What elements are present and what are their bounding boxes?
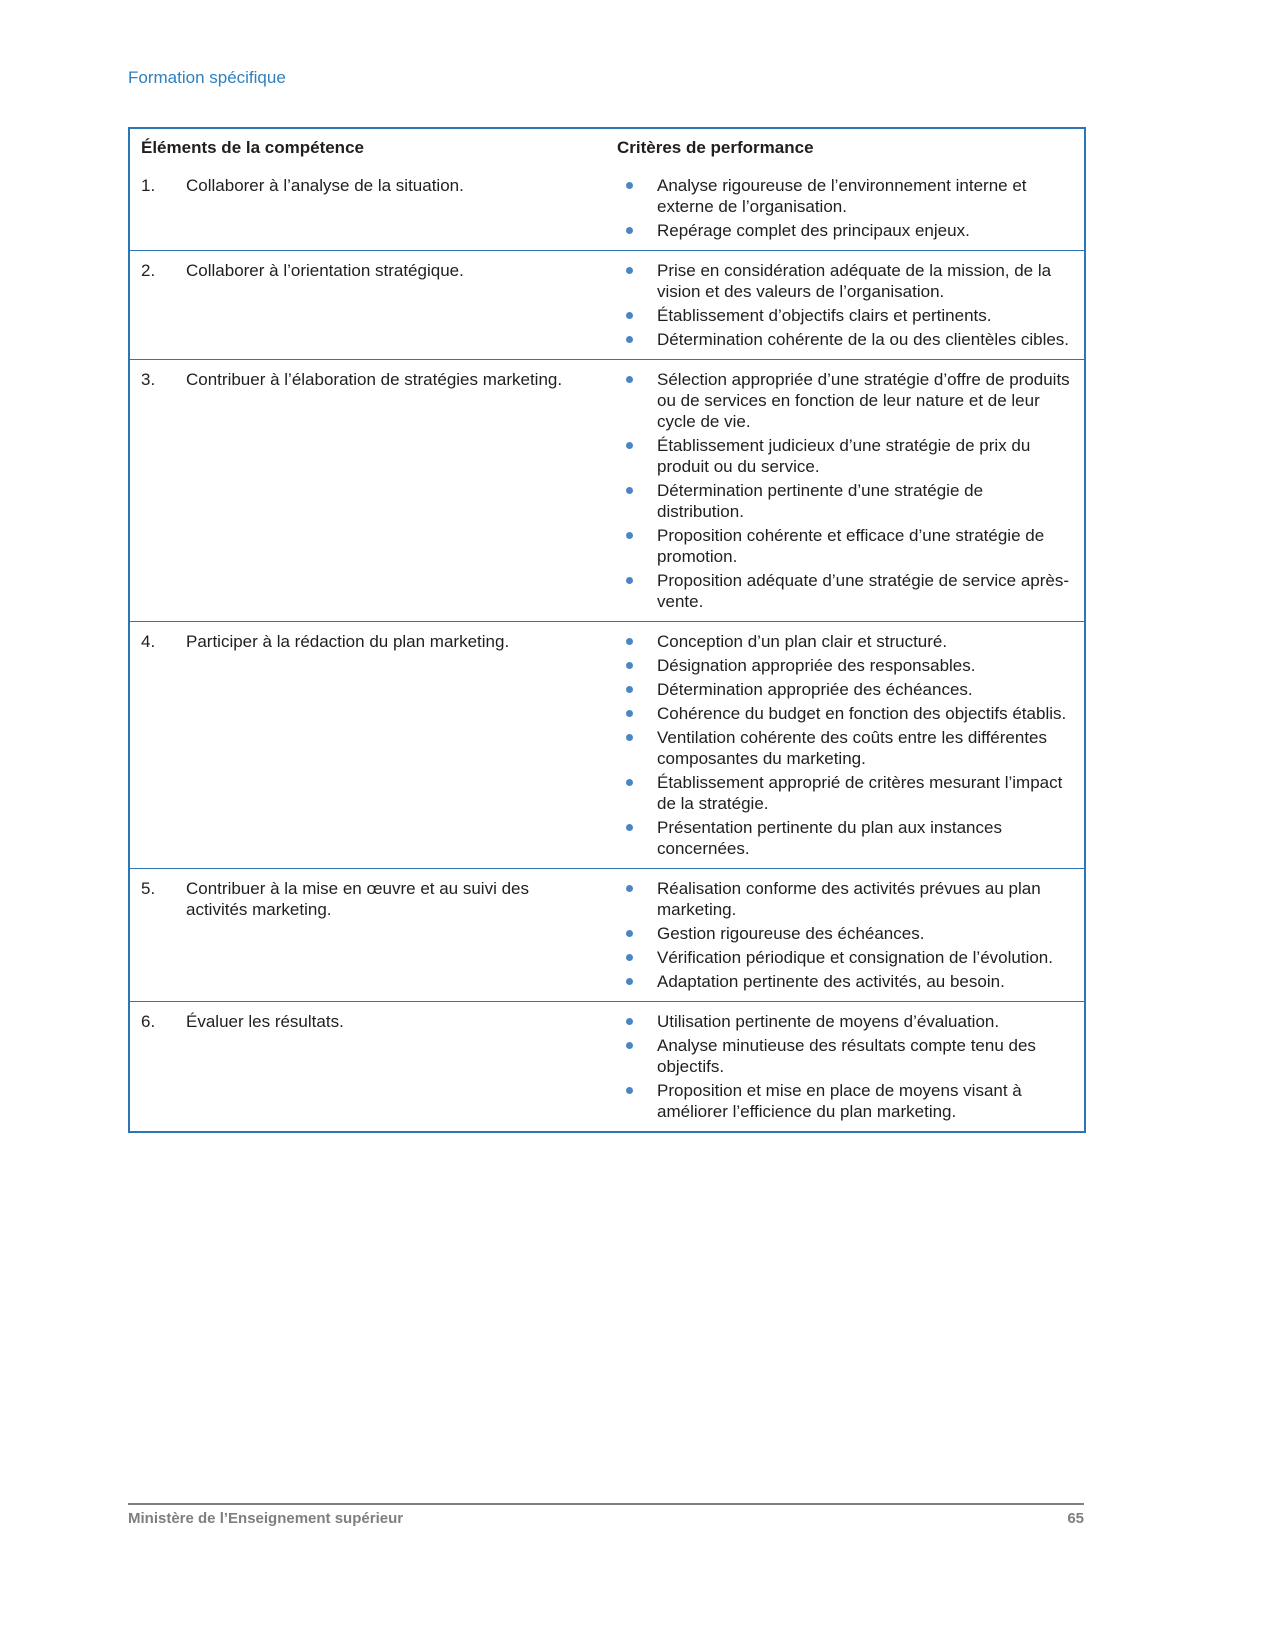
criteria-cell bbox=[613, 251, 1085, 360]
table-row bbox=[129, 622, 1085, 869]
element-cell bbox=[129, 622, 613, 869]
criteria-cell bbox=[613, 1002, 1085, 1133]
element-number: 4. bbox=[141, 632, 156, 651]
criteria-cell bbox=[613, 360, 1085, 622]
element-cell bbox=[129, 869, 613, 1002]
footer-page-number: 65 bbox=[1067, 1510, 1084, 1527]
criteria-list bbox=[613, 631, 1074, 859]
element-text: Contribuer à la mise en œuvre et au suivi des activités marketing. bbox=[186, 879, 529, 919]
element-text: Évaluer les résultats. bbox=[186, 1012, 344, 1031]
criterion-item: Détermination cohérente de la ou des clientèles cibles. bbox=[613, 329, 1074, 350]
criterion-item: Réalisation conforme des activités prévues au plan marketing. bbox=[613, 878, 1074, 920]
criterion-item: Adaptation pertinente des activités, au besoin. bbox=[613, 971, 1074, 992]
element-row-inner bbox=[141, 878, 595, 920]
criteria-cell bbox=[613, 869, 1085, 1002]
element-row-inner bbox=[141, 631, 595, 652]
running-header: Formation spécifique bbox=[128, 68, 286, 87]
criterion-item: Proposition adéquate d’une stratégie de service après-vente. bbox=[613, 570, 1074, 612]
criterion-item: Gestion rigoureuse des échéances. bbox=[613, 923, 1074, 944]
table-header-row bbox=[129, 128, 1085, 166]
criterion-item: Vérification périodique et consignation de l’évolution. bbox=[613, 947, 1074, 968]
table-row bbox=[129, 1002, 1085, 1133]
criteria-cell bbox=[613, 622, 1085, 869]
element-row-inner bbox=[141, 1011, 595, 1032]
footer-ministry-text: Ministère de l’Enseignement supérieur bbox=[128, 1510, 404, 1527]
criterion-item: Détermination appropriée des échéances. bbox=[613, 679, 1074, 700]
criterion-item: Établissement approprié de critères mesurant l’impact de la stratégie. bbox=[613, 772, 1074, 814]
criterion-item: Repérage complet des principaux enjeux. bbox=[613, 220, 1074, 241]
criteria-list bbox=[613, 260, 1074, 350]
criteria-list bbox=[613, 175, 1074, 241]
criterion-item: Analyse rigoureuse de l’environnement interne et externe de l’organisation. bbox=[613, 175, 1074, 217]
element-row-inner bbox=[141, 260, 595, 281]
element-cell bbox=[129, 1002, 613, 1133]
table-row bbox=[129, 166, 1085, 251]
criterion-item: Détermination pertinente d’une stratégie de distribution. bbox=[613, 480, 1074, 522]
table-row bbox=[129, 869, 1085, 1002]
criterion-item: Cohérence du budget en fonction des objectifs établis. bbox=[613, 703, 1074, 724]
criteria-list bbox=[613, 878, 1074, 992]
criterion-item: Présentation pertinente du plan aux instances concernées. bbox=[613, 817, 1074, 859]
column-header-elements: Éléments de la compétence bbox=[141, 138, 364, 157]
criteria-cell bbox=[613, 166, 1085, 251]
criteria-list bbox=[613, 1011, 1074, 1122]
table-row bbox=[129, 360, 1085, 622]
page-footer bbox=[128, 1503, 1084, 1527]
criterion-item: Analyse minutieuse des résultats compte tenu des objectifs. bbox=[613, 1035, 1074, 1077]
table-row bbox=[129, 251, 1085, 360]
criterion-item: Conception d’un plan clair et structuré. bbox=[613, 631, 1074, 652]
competency-table-body bbox=[129, 166, 1085, 1132]
criterion-item: Proposition et mise en place de moyens visant à améliorer l’efficience du plan marketing. bbox=[613, 1080, 1074, 1122]
element-text: Collaborer à l’analyse de la situation. bbox=[186, 176, 464, 195]
criterion-item: Établissement d’objectifs clairs et pertinents. bbox=[613, 305, 1074, 326]
element-number: 2. bbox=[141, 261, 156, 280]
element-text: Contribuer à l’élaboration de stratégies marketing. bbox=[186, 370, 563, 389]
element-number: 5. bbox=[141, 879, 156, 898]
criterion-item: Établissement judicieux d’une stratégie de prix du produit ou du service. bbox=[613, 435, 1074, 477]
element-number: 3. bbox=[141, 370, 156, 389]
element-number: 1. bbox=[141, 176, 156, 195]
element-cell bbox=[129, 166, 613, 251]
competency-table bbox=[128, 127, 1086, 1133]
criterion-item: Proposition cohérente et efficace d’une stratégie de promotion. bbox=[613, 525, 1074, 567]
criterion-item: Désignation appropriée des responsables. bbox=[613, 655, 1074, 676]
criterion-item: Sélection appropriée d’une stratégie d’offre de produits ou de services en fonction de leur nature et de leur cycle de vie. bbox=[613, 369, 1074, 432]
criterion-item: Prise en considération adéquate de la mission, de la vision et des valeurs de l’organisation. bbox=[613, 260, 1074, 302]
element-row-inner bbox=[141, 369, 595, 390]
element-cell bbox=[129, 251, 613, 360]
criterion-item: Ventilation cohérente des coûts entre les différentes composantes du marketing. bbox=[613, 727, 1074, 769]
element-number: 6. bbox=[141, 1012, 156, 1031]
element-text: Collaborer à l’orientation stratégique. bbox=[186, 261, 464, 280]
criterion-item: Utilisation pertinente de moyens d’évaluation. bbox=[613, 1011, 1074, 1032]
criteria-list bbox=[613, 369, 1074, 612]
element-text: Participer à la rédaction du plan marketing. bbox=[186, 632, 510, 651]
element-cell bbox=[129, 360, 613, 622]
element-row-inner bbox=[141, 175, 595, 196]
column-header-criteria: Critères de performance bbox=[617, 138, 814, 157]
